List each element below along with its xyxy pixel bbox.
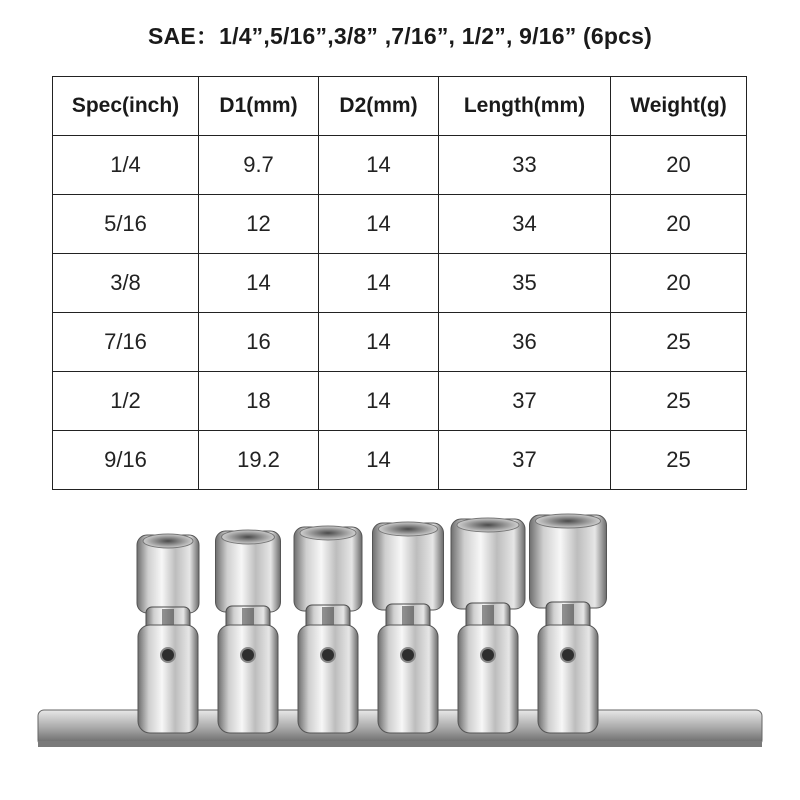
table-header-row [53,77,747,136]
universal-socket [294,526,362,733]
table-row [53,254,747,313]
cell-spec: 5/16 [53,195,199,254]
table-row [53,313,747,372]
cell-length: 36 [439,313,611,372]
universal-socket [530,514,607,733]
cell-spec: 3/8 [53,254,199,313]
cell-d1: 18 [199,372,319,431]
table-row [53,431,747,490]
spec-table [52,76,747,490]
cell-length: 34 [439,195,611,254]
cell-spec: 1/2 [53,372,199,431]
cell-spec: 7/16 [53,313,199,372]
table-row [53,195,747,254]
header-d2: D2(mm) [319,77,439,136]
cell-d2: 14 [319,372,439,431]
cell-d2: 14 [319,254,439,313]
cell-d2: 14 [319,195,439,254]
cell-spec: 1/4 [53,136,199,195]
cell-d1: 14 [199,254,319,313]
header-spec: Spec(inch) [53,77,199,136]
header-d1: D1(mm) [199,77,319,136]
universal-socket [451,518,525,733]
cell-d1: 12 [199,195,319,254]
cell-d1: 19.2 [199,431,319,490]
cell-d1: 9.7 [199,136,319,195]
cell-weight: 25 [611,313,747,372]
spec-title: SAE：1/4”,5/16”,3/8” ,7/16”, 1/2”, 9/16” (6pcs) [148,23,652,49]
cell-length: 33 [439,136,611,195]
cell-weight: 20 [611,254,747,313]
cell-length: 37 [439,431,611,490]
socket-set-photo [30,505,770,795]
cell-weight: 25 [611,431,747,490]
cell-d2: 14 [319,431,439,490]
cell-weight: 20 [611,195,747,254]
universal-socket [216,530,281,733]
header-length: Length(mm) [439,77,611,136]
cell-length: 37 [439,372,611,431]
cell-weight: 20 [611,136,747,195]
cell-d2: 14 [319,136,439,195]
cell-length: 35 [439,254,611,313]
table-row [53,372,747,431]
header-weight: Weight(g) [611,77,747,136]
cell-weight: 25 [611,372,747,431]
cell-d1: 16 [199,313,319,372]
universal-socket [137,534,199,733]
table-row [53,136,747,195]
universal-socket [373,522,444,733]
cell-spec: 9/16 [53,431,199,490]
cell-d2: 14 [319,313,439,372]
